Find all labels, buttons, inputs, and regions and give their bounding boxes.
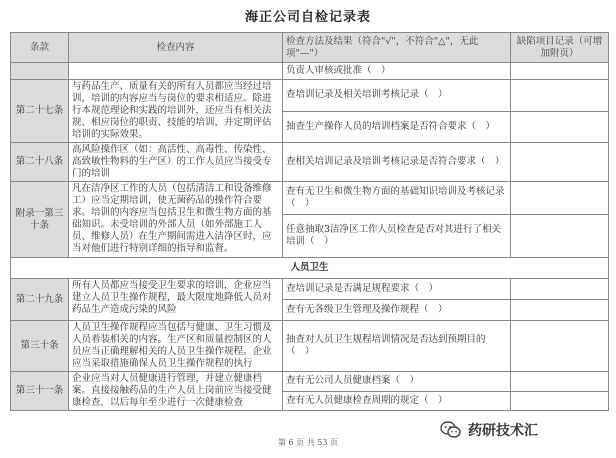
method-cell: 负责人审核或批准（ ） xyxy=(283,63,511,80)
content-cell: 与药品生产、质量有关的所有人员都应当经过培训，培训的内容应当与岗位的要求相适应。除进行本规范理论和实践的培训外，还应当有相关法规、相应岗位的职责、技能的培训，并定期评估培训的实际效果。 xyxy=(69,80,283,143)
method-cell: 任意抽取3洁净区工作人员检查是否对其进行了相关培训（ ） xyxy=(283,215,511,258)
gap-cell xyxy=(511,111,609,143)
table-row xyxy=(11,279,609,300)
method-cell: 查有无公司人员健康档案（ ） xyxy=(283,372,511,392)
method-cell: 抽查对人员卫生规程培训情况是否达到预期目的（ ） xyxy=(283,321,511,372)
method-cell: 抽查生产操作人员的培训档案是否符合要求（ ） xyxy=(283,111,511,143)
gap-cell xyxy=(511,300,609,321)
content-cell xyxy=(69,63,283,80)
method-cell: 查相关培训记录及培训考核记录是否符合要求（ ） xyxy=(283,143,511,182)
clause-cell: 第二十九条 xyxy=(11,279,69,321)
gap-cell xyxy=(511,391,609,411)
header-clause: 条款 xyxy=(11,33,69,63)
content-cell: 高风险操作区（如：高活性、高毒性、传染性、高致敏性物料的生产区）的工作人员应当接受专门的培训 xyxy=(69,143,283,182)
clause-cell: 第三十条 xyxy=(11,321,69,372)
gap-cell xyxy=(511,215,609,258)
header-gap: 缺陷项目记录（可增加附页） xyxy=(511,33,609,63)
content-cell: 人员卫生操作规程应当包括与健康、卫生习惯及人员着装相关的内容。生产区和质量控制区的人员应当正确理解相关的人员卫生操作规程。企业应当采取措施确保人员卫生操作规程的执行 xyxy=(69,321,283,372)
inspection-table xyxy=(10,32,609,411)
page-footer: 第 6 页 共 53 页 xyxy=(278,438,338,447)
table-row xyxy=(11,321,609,372)
method-cell: 查培训记录及相关培训考核记录（ ） xyxy=(283,80,511,112)
wechat-icon xyxy=(440,420,462,440)
section-title: 人员卫生 xyxy=(11,258,609,279)
method-cell: 查有无人员健康检查周期的规定（ ） xyxy=(283,391,511,411)
header-content: 检查内容 xyxy=(69,33,283,63)
clause-cell: 第三十一条 xyxy=(11,372,69,411)
content-cell: 所有人员都应当接受卫生要求的培训，企业应当建立人员卫生操作规程，最大限度地降低人员对药品生产造成污染的风险 xyxy=(69,279,283,321)
section-row xyxy=(11,258,609,279)
gap-cell xyxy=(511,321,609,372)
clause-cell: 第二十七条 xyxy=(11,80,69,143)
table-row xyxy=(11,80,609,112)
gap-cell xyxy=(511,63,609,80)
gap-cell xyxy=(511,143,609,182)
table-row xyxy=(11,143,609,182)
method-cell: 查有无各级卫生管理及操作规程（ ） xyxy=(283,300,511,321)
gap-cell xyxy=(511,372,609,392)
gap-cell xyxy=(511,182,609,215)
content-cell: 企业应当对人员健康进行管理，并建立健康档案。直接接触药品的生产人员上岗前应当接受健康检查，以后每年至少进行一次健康检查 xyxy=(69,372,283,411)
watermark-text: 药研技术汇 xyxy=(468,423,538,439)
clause-cell: 第二十八条 xyxy=(11,143,69,182)
table-row xyxy=(11,63,609,80)
page-title: 海正公司自检记录表 xyxy=(244,10,371,25)
clause-cell: 附录一第三十条 xyxy=(11,182,69,258)
table-row xyxy=(11,182,609,215)
method-cell: 查有无卫生和微生物方面的基础知识培训及考核记录（ ） xyxy=(283,182,511,215)
clause-cell xyxy=(11,63,69,80)
method-cell: 查培训记录是否满足规程要求（ ） xyxy=(283,279,511,300)
header-method: 检查方法及结果（符合"√"，不符合"△"，无此项"—"） xyxy=(283,33,511,63)
table-row xyxy=(11,372,609,392)
gap-cell xyxy=(511,80,609,112)
watermark xyxy=(440,418,610,442)
content-cell: 凡在洁净区工作的人员（包括清洁工和设备维修工）应当定期培训，使无菌药品的操作符合要求。培训的内容应当包括卫生和微生物方面的基础知识。未受培训的外部人员（如外部施工人员、维修人员）在生产期间需进入洁净区时，应当对他们进行特别详细的指导和监督。 xyxy=(69,182,283,258)
table-header-row xyxy=(11,33,609,63)
gap-cell xyxy=(511,279,609,300)
